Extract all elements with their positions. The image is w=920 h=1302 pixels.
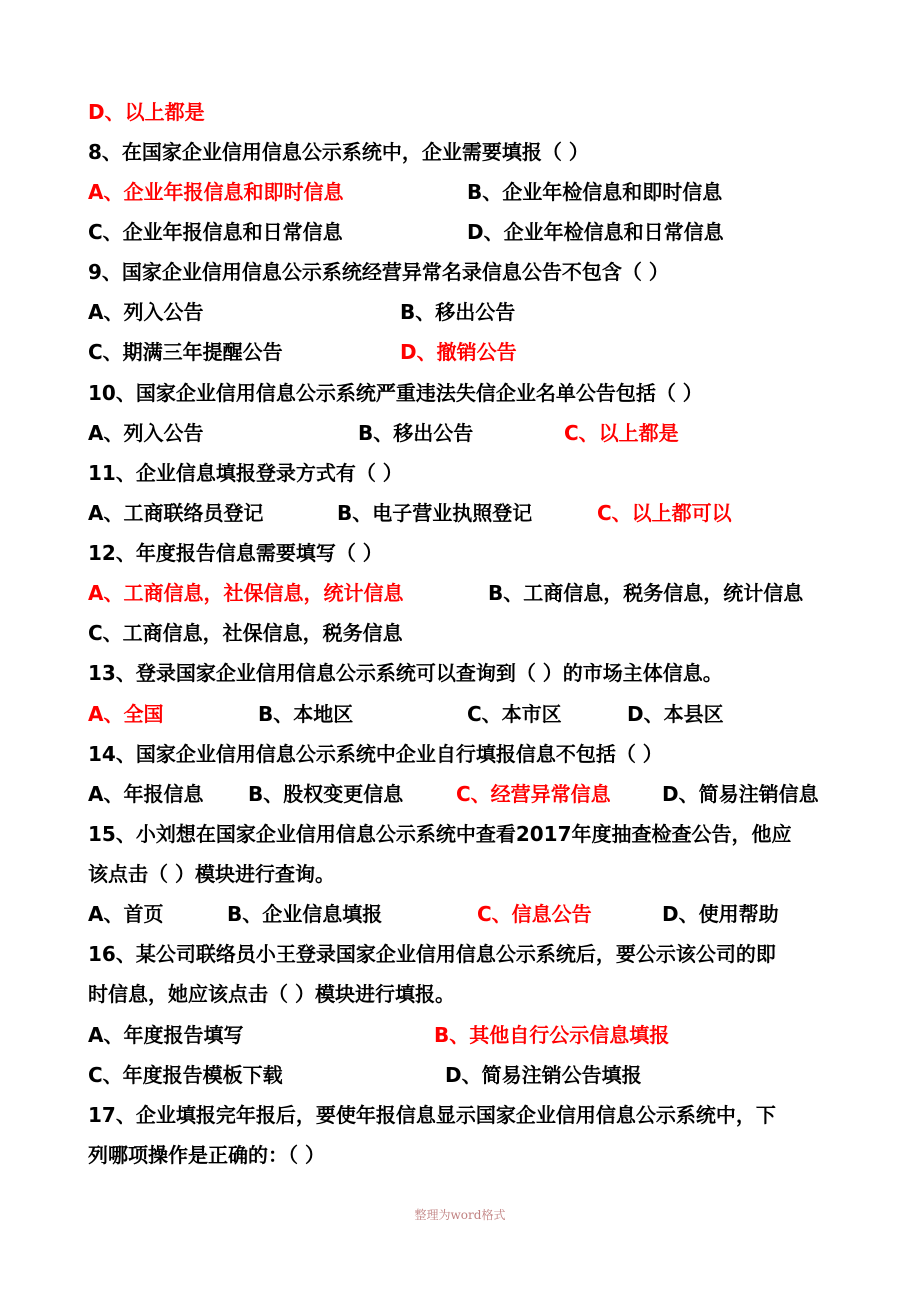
question-text: A、首页 [88,902,164,926]
question-text: 时信息，她应该点击（ ）模块进行填报。 [88,982,455,1006]
question-text: 12、年度报告信息需要填写（ ） [88,541,383,565]
page-footer: 整理为word格式 [414,1208,506,1222]
answer-option: A、工商信息，社保信息，统计信息 [88,581,404,605]
answer-option: C、以上都可以 [597,501,732,525]
question-text: B、本地区 [258,702,354,726]
question-text: C、企业年报信息和日常信息 [88,220,343,244]
question-text: D、企业年检信息和日常信息 [467,220,724,244]
question-text: C、年度报告模板下载 [88,1063,283,1087]
question-text: D、使用帮助 [662,902,779,926]
question-text: A、列入公告 [88,421,204,445]
question-text: A、年报信息 [88,782,204,806]
question-text: B、企业信息填报 [227,902,383,926]
answer-option: C、信息公告 [477,902,592,926]
question-text: 14、国家企业信用信息公示系统中企业自行填报信息不包括（ ） [88,742,663,766]
question-text: 10、国家企业信用信息公示系统严重违法失信企业名单公告包括（ ） [88,381,703,405]
answer-option: C、经营异常信息 [456,782,611,806]
question-text: C、期满三年提醒公告 [88,340,283,364]
question-text: 11、企业信息填报登录方式有（ ） [88,461,403,485]
answer-option: D、撤销公告 [400,340,517,364]
answer-option: B、其他自行公示信息填报 [434,1023,670,1047]
answer-option: D、以上都是 [88,100,205,124]
question-text: C、本市区 [467,702,562,726]
question-text: 该点击（ ）模块进行查询。 [88,862,335,886]
question-text: B、工商信息，税务信息，统计信息 [488,581,804,605]
question-text: B、移出公告 [358,421,474,445]
question-text: D、本县区 [627,702,724,726]
question-text: D、简易注销公告填报 [445,1063,642,1087]
question-text: 17、企业填报完年报后，要使年报信息显示国家企业信用信息公示系统中，下 [88,1103,776,1127]
question-text: 列哪项操作是正确的：（ ） [88,1143,325,1167]
question-text: A、年度报告填写 [88,1023,244,1047]
question-text: B、电子营业执照登记 [337,501,533,525]
answer-option: A、全国 [88,702,164,726]
question-text: 15、小刘想在国家企业信用信息公示系统中查看2017年度抽查检查公告，他应 [88,822,792,846]
question-text: B、移出公告 [400,300,516,324]
question-text: A、工商联络员登记 [88,501,264,525]
question-text: B、企业年检信息和即时信息 [467,180,723,204]
question-text: 13、登录国家企业信用信息公示系统可以查询到（ ）的市场主体信息。 [88,661,723,685]
question-text: D、简易注销信息 [662,782,819,806]
question-text: 16、某公司联络员小王登录国家企业信用信息公示系统后，要公示该公司的即 [88,942,776,966]
question-text: B、股权变更信息 [248,782,404,806]
answer-option: A、企业年报信息和即时信息 [88,180,344,204]
question-text: C、工商信息，社保信息，税务信息 [88,621,403,645]
answer-option: C、以上都是 [564,421,679,445]
question-text: 8、在国家企业信用信息公示系统中，企业需要填报（ ） [88,140,589,164]
question-text: 9、国家企业信用信息公示系统经营异常名录信息公告不包含（ ） [88,260,669,284]
question-text: A、列入公告 [88,300,204,324]
